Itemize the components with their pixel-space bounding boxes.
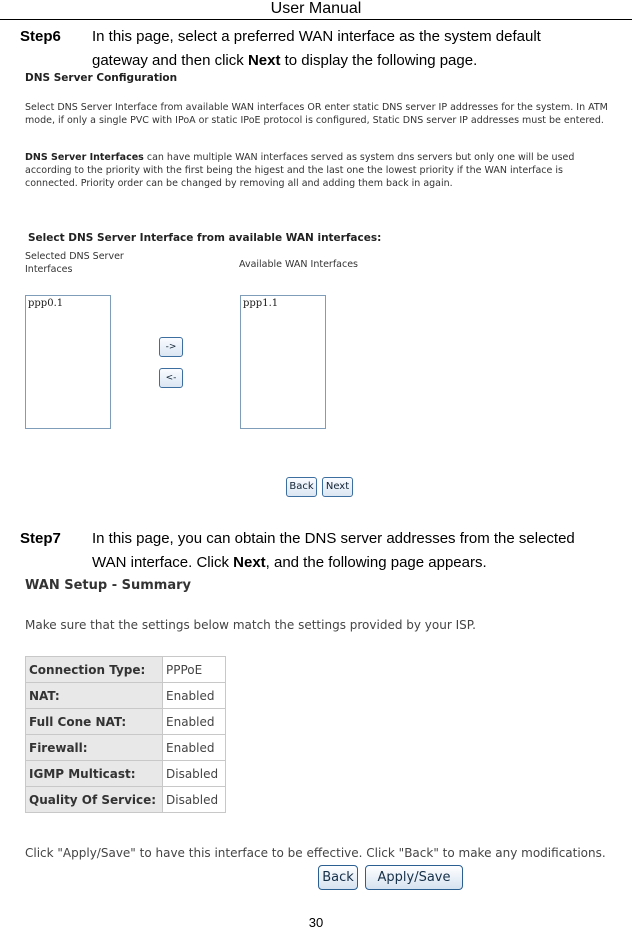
available-interfaces-label: Available WAN Interfaces	[239, 259, 359, 270]
wan-summary-intro: Make sure that the settings below match the settings provided by your ISP.	[25, 618, 476, 632]
page-number: 30	[308, 915, 324, 930]
step6-next-ref: Next	[247, 52, 281, 69]
step7-label: Step7	[20, 530, 61, 547]
dns-config-screenshot	[22, 70, 612, 500]
list-item[interactable]: ppp1.1	[243, 298, 279, 309]
step7-next-ref: Next	[233, 554, 266, 571]
table-row: NAT: Enabled	[26, 683, 226, 709]
remove-interface-button[interactable]: <-	[159, 368, 183, 388]
selected-interfaces-label: Selected DNS Server Interfaces	[25, 251, 124, 275]
dns-config-title: DNS Server Configuration	[25, 72, 178, 84]
manual-title: User Manual	[270, 0, 362, 17]
selected-interfaces-list[interactable]	[25, 295, 111, 429]
next-button[interactable]: Next	[322, 477, 353, 497]
step6-label: Step6	[20, 28, 61, 45]
table-row: Full Cone NAT: Enabled	[26, 709, 226, 735]
step6-instructions	[92, 25, 628, 73]
wan-summary-title: WAN Setup - Summary	[25, 578, 191, 593]
wan-summary-note: Click "Apply/Save" to have this interface to be effective. Click "Back" to make any modifications.	[25, 846, 606, 860]
step7-line1: In this page, you can obtain the DNS server addresses from the selected	[92, 530, 575, 547]
step7-line2: WAN interface. Click Next, and the following page appears.	[92, 554, 487, 571]
dns-interfaces-desc: DNS Server Interfaces can have multiple WAN interfaces served as system dns servers but only one will be used according to the priority with the first being the higest and the last one the lowest priority if the WAN interface is connected. Priority order can be changed by removing all and adding them back in again.	[25, 152, 575, 189]
step6-line1: In this page, select a preferred WAN interface as the system default	[92, 28, 541, 45]
wan-summary-table	[25, 656, 226, 813]
wan-summary-screenshot	[22, 574, 612, 896]
table-row: Connection Type: PPPoE	[26, 657, 226, 683]
dns-config-desc: Select DNS Server Interface from available WAN interfaces OR enter static DNS server IP addresses for the system. In ATM mode, if only a single PVC with IPoA or static IPoE protocol is configured, Static DNS server IP addresses must be entered.	[25, 102, 608, 126]
header-rule	[0, 19, 632, 20]
table-row: IGMP Multicast: Disabled	[26, 761, 226, 787]
back-button[interactable]: Back	[286, 477, 317, 497]
step6-line2: gateway and then click Next to display the following page.	[92, 52, 478, 69]
summary-back-button[interactable]: Back	[318, 865, 358, 890]
table-row: Firewall: Enabled	[26, 735, 226, 761]
step7-instructions	[92, 527, 630, 575]
list-item[interactable]: ppp0.1	[28, 298, 64, 309]
apply-save-button[interactable]: Apply/Save	[365, 865, 463, 890]
table-row: Quality Of Service: Disabled	[26, 787, 226, 813]
dns-select-heading: Select DNS Server Interface from available WAN interfaces:	[28, 232, 382, 244]
available-interfaces-list[interactable]	[240, 295, 326, 429]
add-interface-button[interactable]: ->	[159, 337, 183, 357]
